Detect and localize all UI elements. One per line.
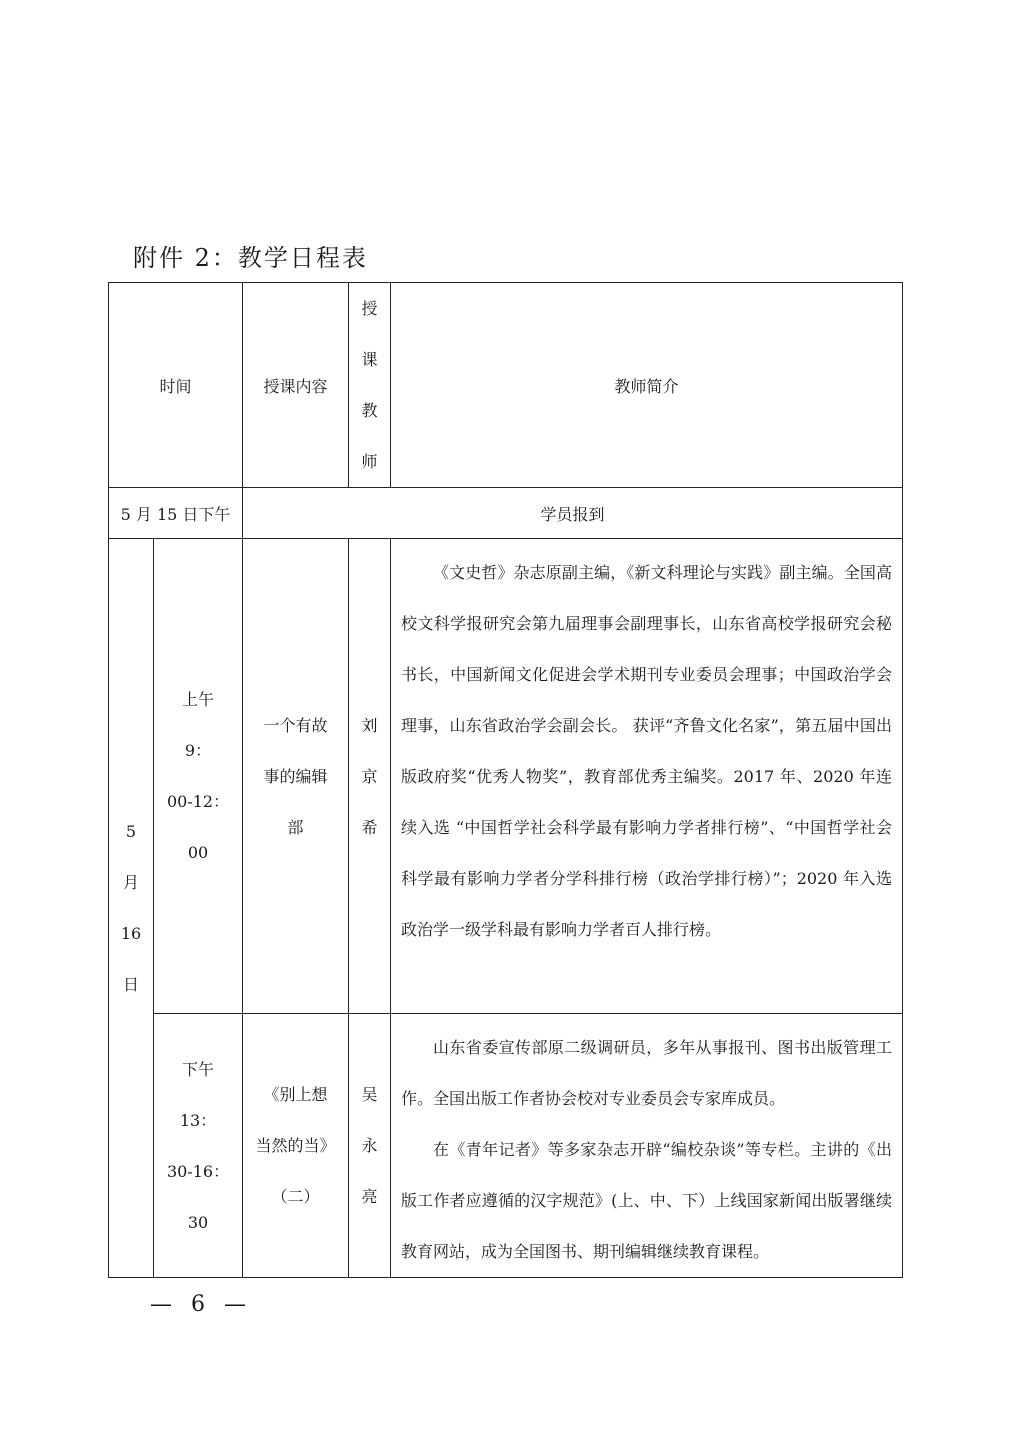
session-time — [154, 1014, 243, 1278]
teacher-bio — [391, 539, 903, 1014]
time-line: 9： — [184, 741, 212, 760]
header-teacher-char: 教 — [361, 401, 378, 420]
time-line: 下午 — [182, 1059, 215, 1079]
bio-paragraph: 山东省委宣传部原二级调研员，多年从事报刊、图书出版管理工作。全国出版工作者协会校对专业委员会专家库成员。 — [401, 1038, 893, 1108]
header-intro: 教师简介 — [391, 283, 903, 488]
day-char: 日 — [122, 975, 139, 994]
bio-paragraph: 《文史哲》杂志原副主编，《新文科理论与实践》副主编。全国高校文科学报研究会第九届理事会副理事长，山东省高校学报研究会秘书长，中国新闻文化促进会学术期刊专业委员会理事；中国政治学会理事，山东省政治学会副会长。 获评“齐鲁文化名家”，第五届中国出版政府奖“优秀人物奖”，教育部优秀主编奖。2017 年、2020 年连续入选 “中国哲学社会科学最有影响力学者排行榜”、“中国哲学社会科学最有影响力学者分学科排行榜（政治学排行榜）”；2020 年入选政治学一级学科最有影响力学者百人排行榜。 — [401, 563, 893, 939]
day-char: 16 — [120, 924, 142, 943]
content-line: 当然的当》 — [255, 1136, 336, 1155]
header-teacher-char: 师 — [361, 452, 378, 471]
document-heading: 附件 2：教学日程表 — [133, 244, 368, 272]
time-line: 上午 — [182, 690, 215, 709]
header-teacher-char: 授 — [361, 299, 378, 318]
session-row-afternoon — [109, 1014, 903, 1278]
page-number: — 6 — — [150, 1292, 252, 1317]
teacher-char: 亮 — [361, 1187, 378, 1206]
registration-row — [109, 488, 903, 539]
session-time — [154, 539, 243, 1014]
header-content: 授课内容 — [243, 283, 349, 488]
teacher-char: 永 — [361, 1136, 378, 1155]
teacher-bio — [391, 1014, 903, 1278]
day-char: 5 — [125, 822, 137, 841]
session-teacher — [349, 1014, 391, 1278]
session-row-morning — [109, 539, 903, 1014]
time-line: 00-12： — [166, 792, 230, 811]
time-line: 30-16： — [166, 1161, 230, 1181]
teacher-char: 京 — [361, 766, 378, 786]
teacher-char: 吴 — [361, 1085, 378, 1104]
time-line: 30 — [187, 1212, 209, 1232]
header-teacher — [349, 283, 391, 488]
content-line: 《别上想 — [263, 1085, 328, 1104]
time-line: 13： — [179, 1110, 217, 1130]
session-content — [243, 1014, 349, 1278]
day-char: 月 — [122, 873, 139, 892]
registration-time: 5 月 15 日下午 — [109, 488, 243, 539]
content-line: 事的编辑 — [263, 766, 328, 786]
header-teacher-char: 课 — [361, 350, 378, 369]
teacher-char: 希 — [361, 817, 378, 837]
content-line: 一个有故 — [263, 715, 328, 735]
bio-paragraph: 在《青年记者》等多家杂志开辟“编校杂谈”等专栏。主讲的《出版工作者应遵循的汉字规范》(上、中、下）上线国家新闻出版署继续教育网站，成为全国图书、期刊编辑继续教育课程。 — [401, 1140, 893, 1261]
session-content — [243, 539, 349, 1014]
header-time: 时间 — [109, 283, 243, 488]
teacher-char: 刘 — [361, 715, 378, 735]
session-teacher — [349, 539, 391, 1014]
day-cell — [109, 539, 154, 1278]
registration-text: 学员报到 — [243, 488, 903, 539]
header-row — [109, 283, 903, 488]
teaching-schedule-table — [108, 282, 903, 1278]
content-line: （二） — [271, 1187, 320, 1206]
content-line: 部 — [287, 817, 304, 837]
time-line: 00 — [187, 843, 209, 862]
